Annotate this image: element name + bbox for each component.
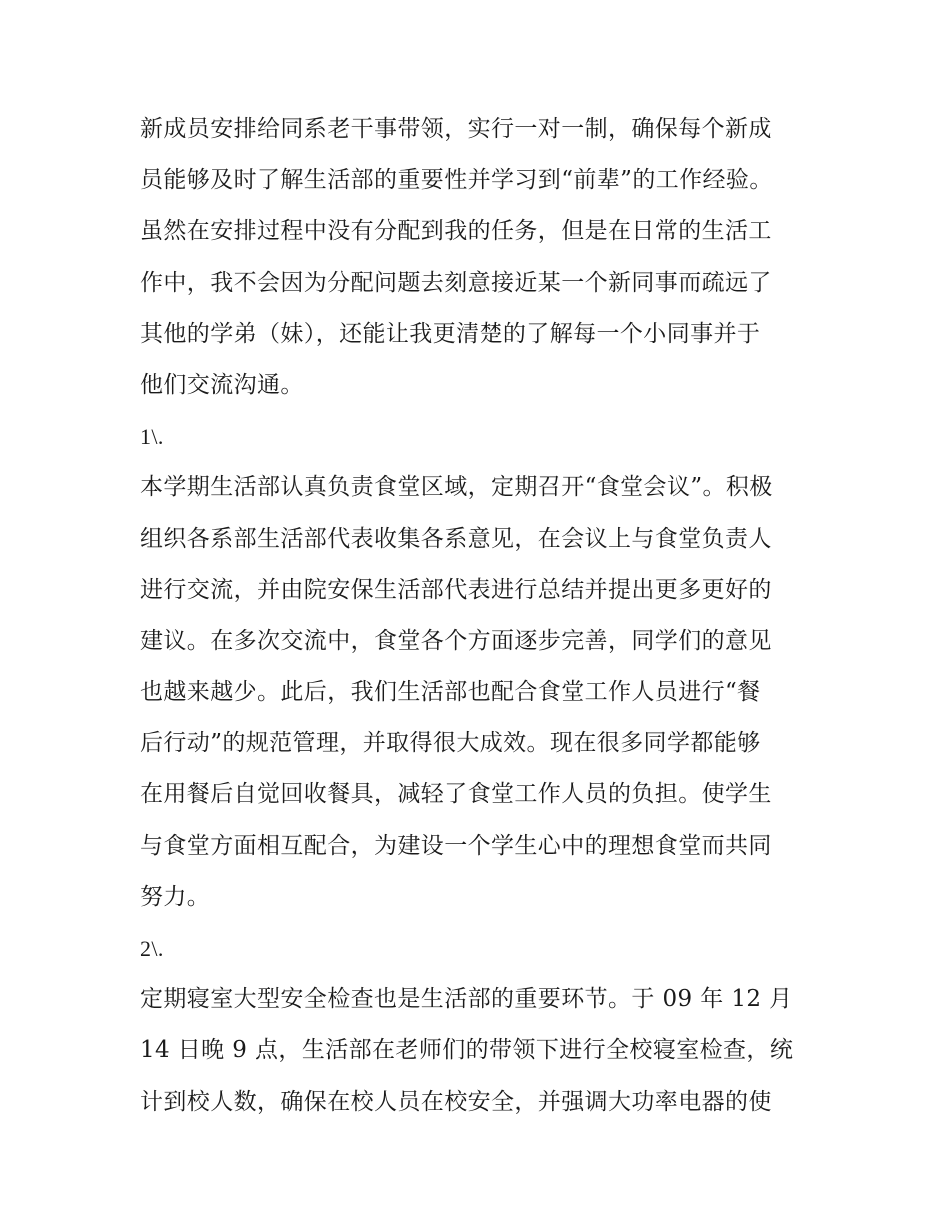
text-line: 其他的学弟（妹），还能让我更清楚的了解每一个小同事并于: [140, 320, 761, 347]
text-line: 本学期生活部认真负责食堂区域，定期召开“食堂会议”。积极: [140, 474, 773, 501]
text-line: 作中，我不会因为分配问题去刻意接近某一个新同事而疏远了: [140, 269, 772, 296]
text-line: 也越来越少。此后，我们生活部也配合食堂工作人员进行“餐: [140, 679, 761, 706]
text-line: 努力。: [140, 883, 211, 910]
document-body: [140, 104, 830, 1128]
text-line: 与食堂方面相互配合，为建设一个学生心中的理想食堂而共同: [140, 832, 772, 859]
text-line: 在用餐后自觉回收餐具，减轻了食堂工作人员的负担。使学生: [140, 781, 772, 808]
text-line: 后行动”的规范管理，并取得很大成效。现在很多同学都能够: [140, 730, 761, 757]
text-line: 组织各系部生活部代表收集各系意见，在会议上与食堂负责人: [140, 525, 772, 552]
text-line: 虽然在安排过程中没有分配到我的任务，但是在日常的生活工: [140, 218, 772, 245]
text-line: 他们交流沟通。: [140, 371, 304, 398]
text-line: 建议。在多次交流中，食堂各个方面逐步完善，同学们的意见: [140, 627, 772, 654]
text-line: 定期寝室大型安全检查也是生活部的重要环节。于 09 年 12 月: [140, 986, 793, 1013]
text-line: 14 日晚 9 点，生活部在老师们的带领下进行全校寝室检查，统: [140, 1037, 794, 1064]
text-line: 计到校人数，确保在校人员在校安全，并强调大功率电器的使: [140, 1088, 772, 1115]
section-number: 1\.: [140, 424, 164, 450]
text-line: 进行交流，并由院安保生活部代表进行总结并提出更多更好的: [140, 576, 772, 603]
section-number: 2\.: [140, 936, 164, 961]
text-line: 员能够及时了解生活部的重要性并学习到“前辈”的工作经验。: [140, 167, 773, 194]
text-line: 新成员安排给同系老干事带领，实行一对一制，确保每个新成: [140, 116, 772, 142]
